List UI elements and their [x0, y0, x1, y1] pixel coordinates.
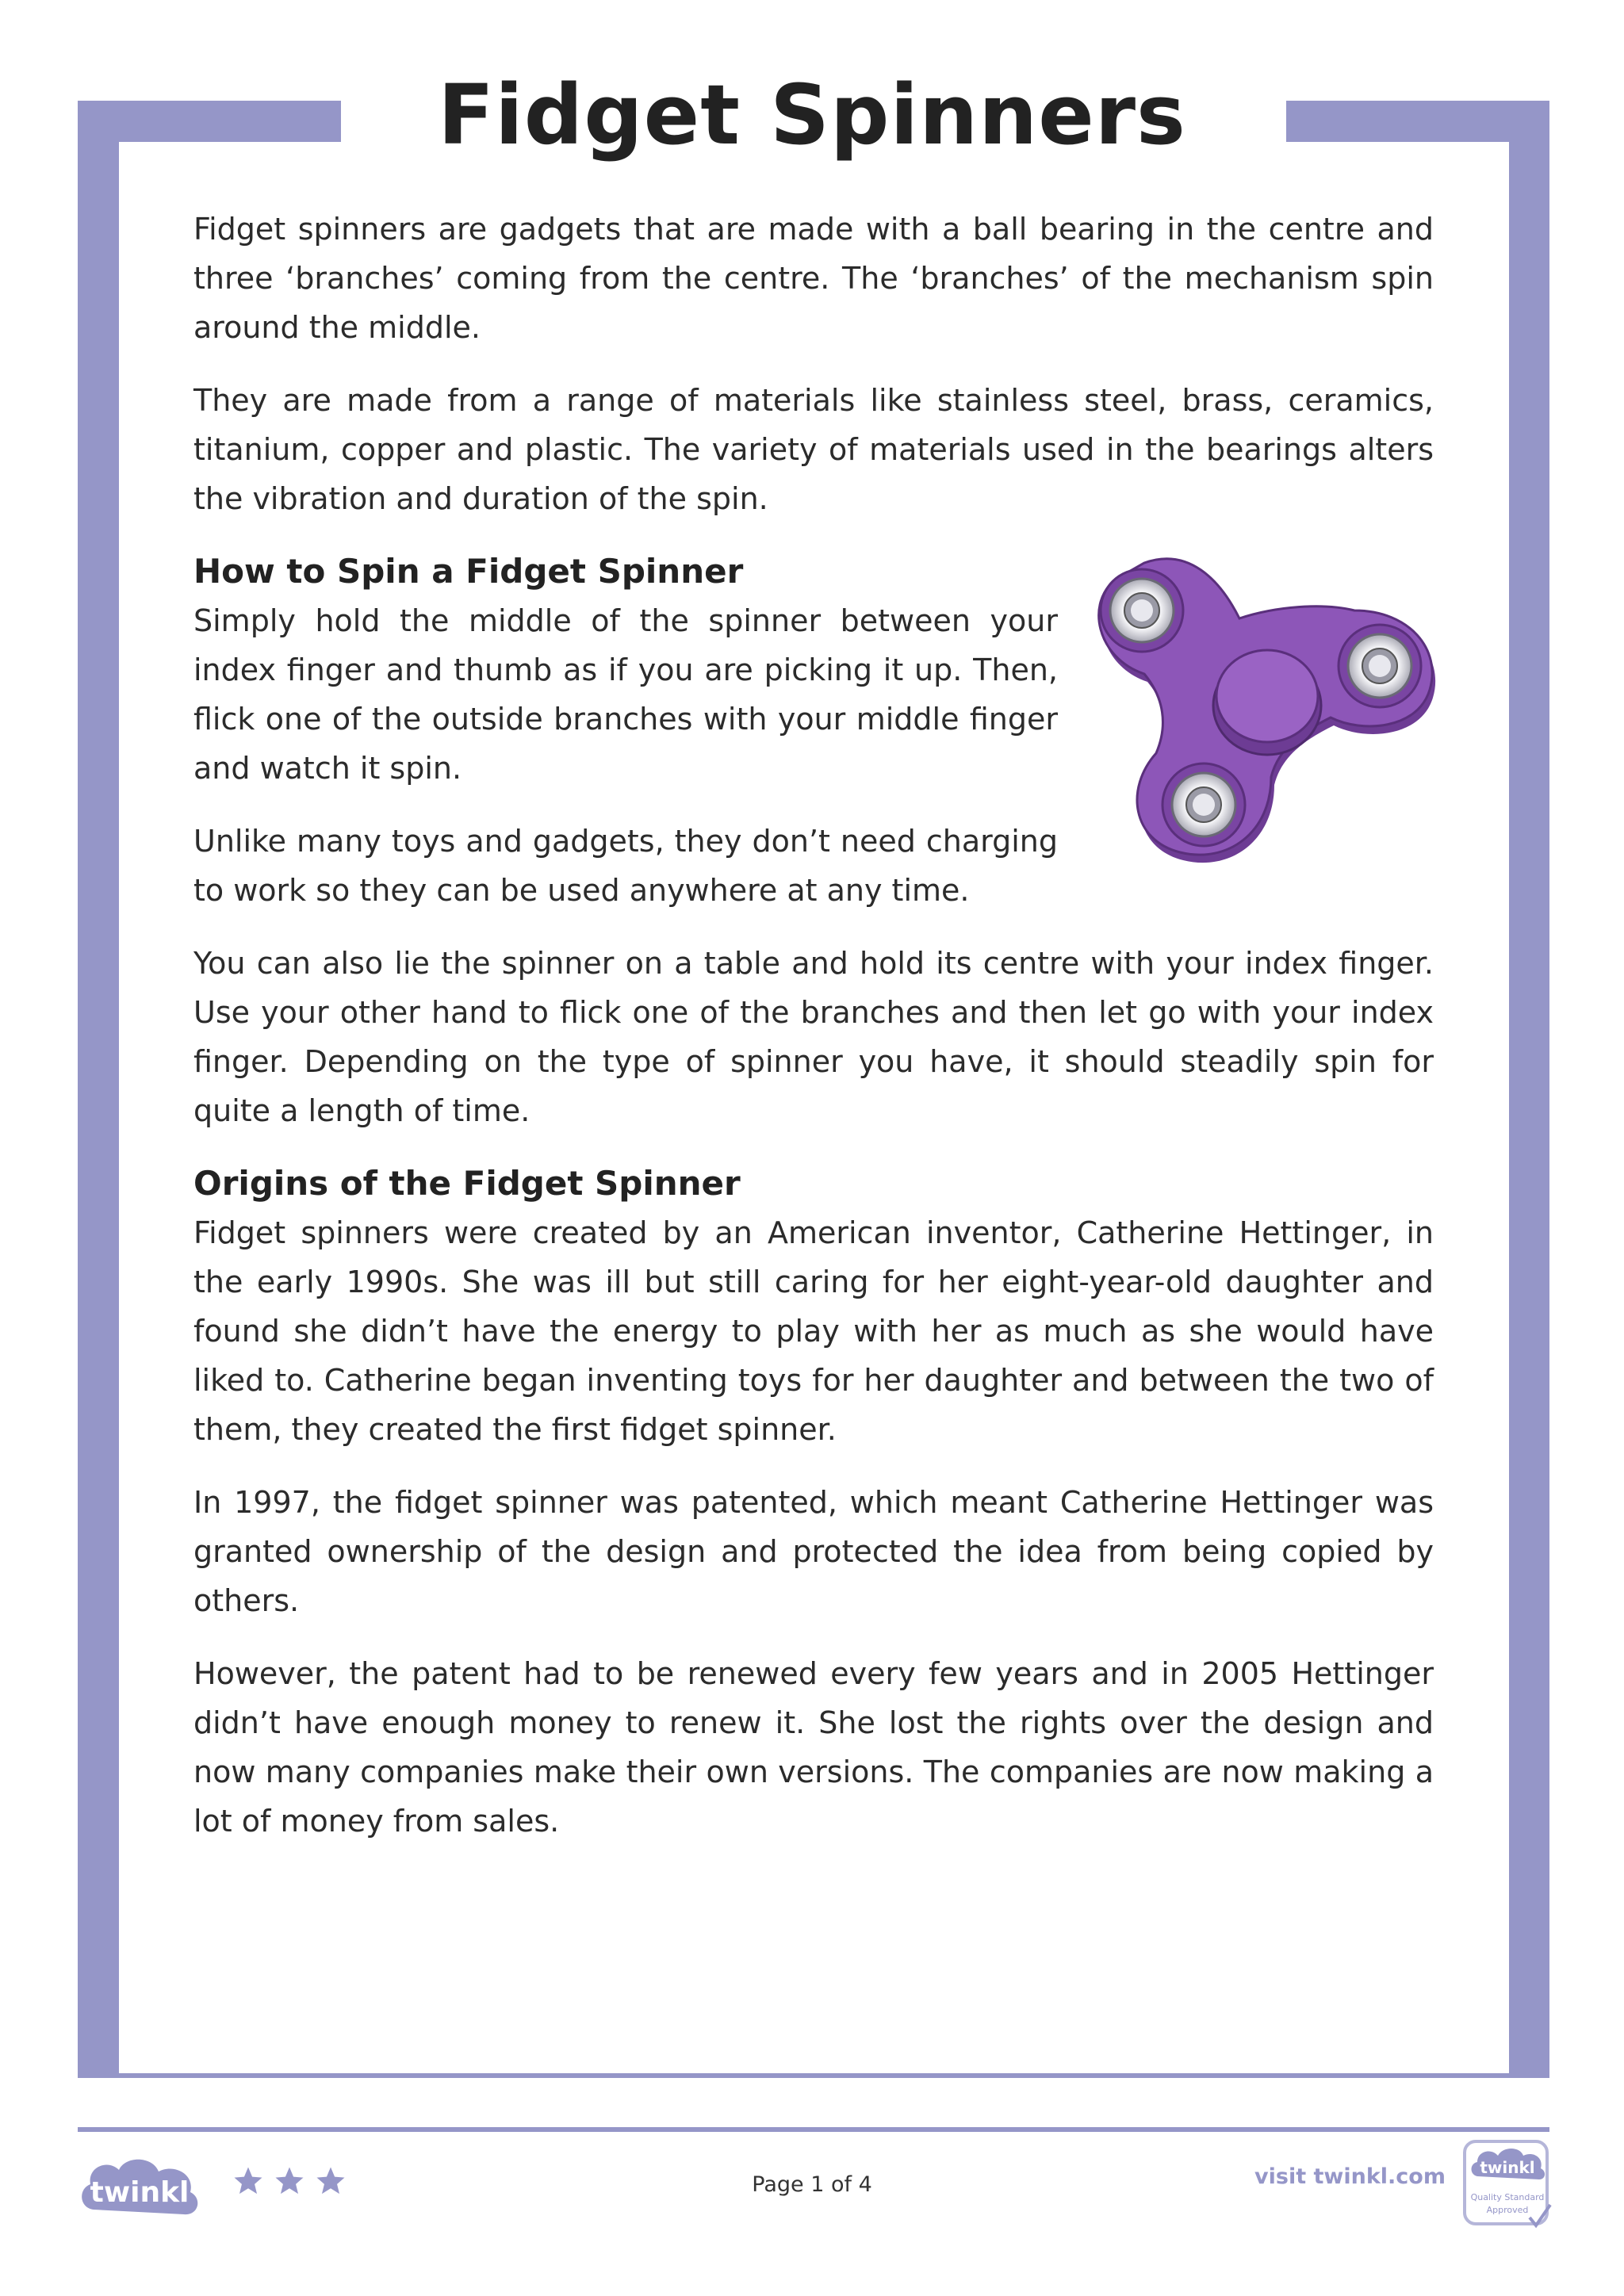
how-to-paragraph-3: You can also lie the spinner on a table and hold its centre with your index finger. Use your other hand to flick one of the branches and then let go with your index finger. Depending on the type of spinner you have, it should steadily spin for quite a length of time. — [193, 946, 1434, 1128]
footer-divider — [78, 2127, 1549, 2132]
section-how-to-spin — [193, 547, 1434, 915]
document-body — [193, 205, 1434, 1869]
twinkl-logo-text: twinkl — [90, 2176, 190, 2209]
section-heading-how-to-spin: How to Spin a Fidget Spinner — [193, 552, 744, 591]
visit-twinkl-link[interactable]: visit twinkl.com — [1254, 2164, 1446, 2189]
origins-paragraph-3: However, the patent had to be renewed every few years and in 2005 Hettinger didn’t have enough money to renew it. She lost the rights over the design and now many companies make their own versions. The companies are now making a lot of money from sales. — [193, 1656, 1434, 1839]
badge-logo-text: twinkl — [1480, 2158, 1535, 2177]
quality-standard-badge — [1461, 2138, 1553, 2233]
fidget-spinner-illustration — [1069, 547, 1442, 872]
page-title: Fidget Spinners — [438, 67, 1186, 163]
intro-paragraph-2: They are made from a range of materials like stainless steel, brass, ceramics, titanium, copper and plastic. The variety of materials used in the bearings alters the vibration and duration of the spin. — [193, 383, 1434, 516]
section-heading-origins: Origins of the Fidget Spinner — [193, 1164, 741, 1203]
badge-text-line-2: Approved — [1486, 2205, 1529, 2215]
page-number: Page 1 of 4 — [752, 2172, 872, 2197]
origins-paragraph-1: Fidget spinners were created by an American inventor, Catherine Hettinger, in the early 1990s. She was ill but still caring for her eight-year-old daughter and found she didn’t have the energy to play with her as much as she would have liked to. Catherine began inventing toys for her daughter and between the two of them, they created the first fidget spinner. — [193, 1215, 1434, 1447]
how-to-paragraph-2: Unlike many toys and gadgets, they don’t need charging to work so they can be used anywhere at any time. — [193, 824, 1058, 908]
badge-text-line-1: Quality Standard — [1470, 2192, 1545, 2202]
origins-paragraph-2: In 1997, the fidget spinner was patented, which meant Catherine Hettinger was granted ownership of the design and protected the idea from being copied by others. — [193, 1485, 1434, 1618]
intro-paragraph-1: Fidget spinners are gadgets that are made with a ball bearing in the centre and three ‘branches’ coming from the centre. The ‘branches’ of the mechanism spin around the middle. — [193, 212, 1434, 345]
how-to-paragraph-1: Simply hold the middle of the spinner between your index finger and thumb as if you are picking it up. Then, flick one of the outside branches with your middle finger and watch it spin. — [193, 603, 1058, 786]
